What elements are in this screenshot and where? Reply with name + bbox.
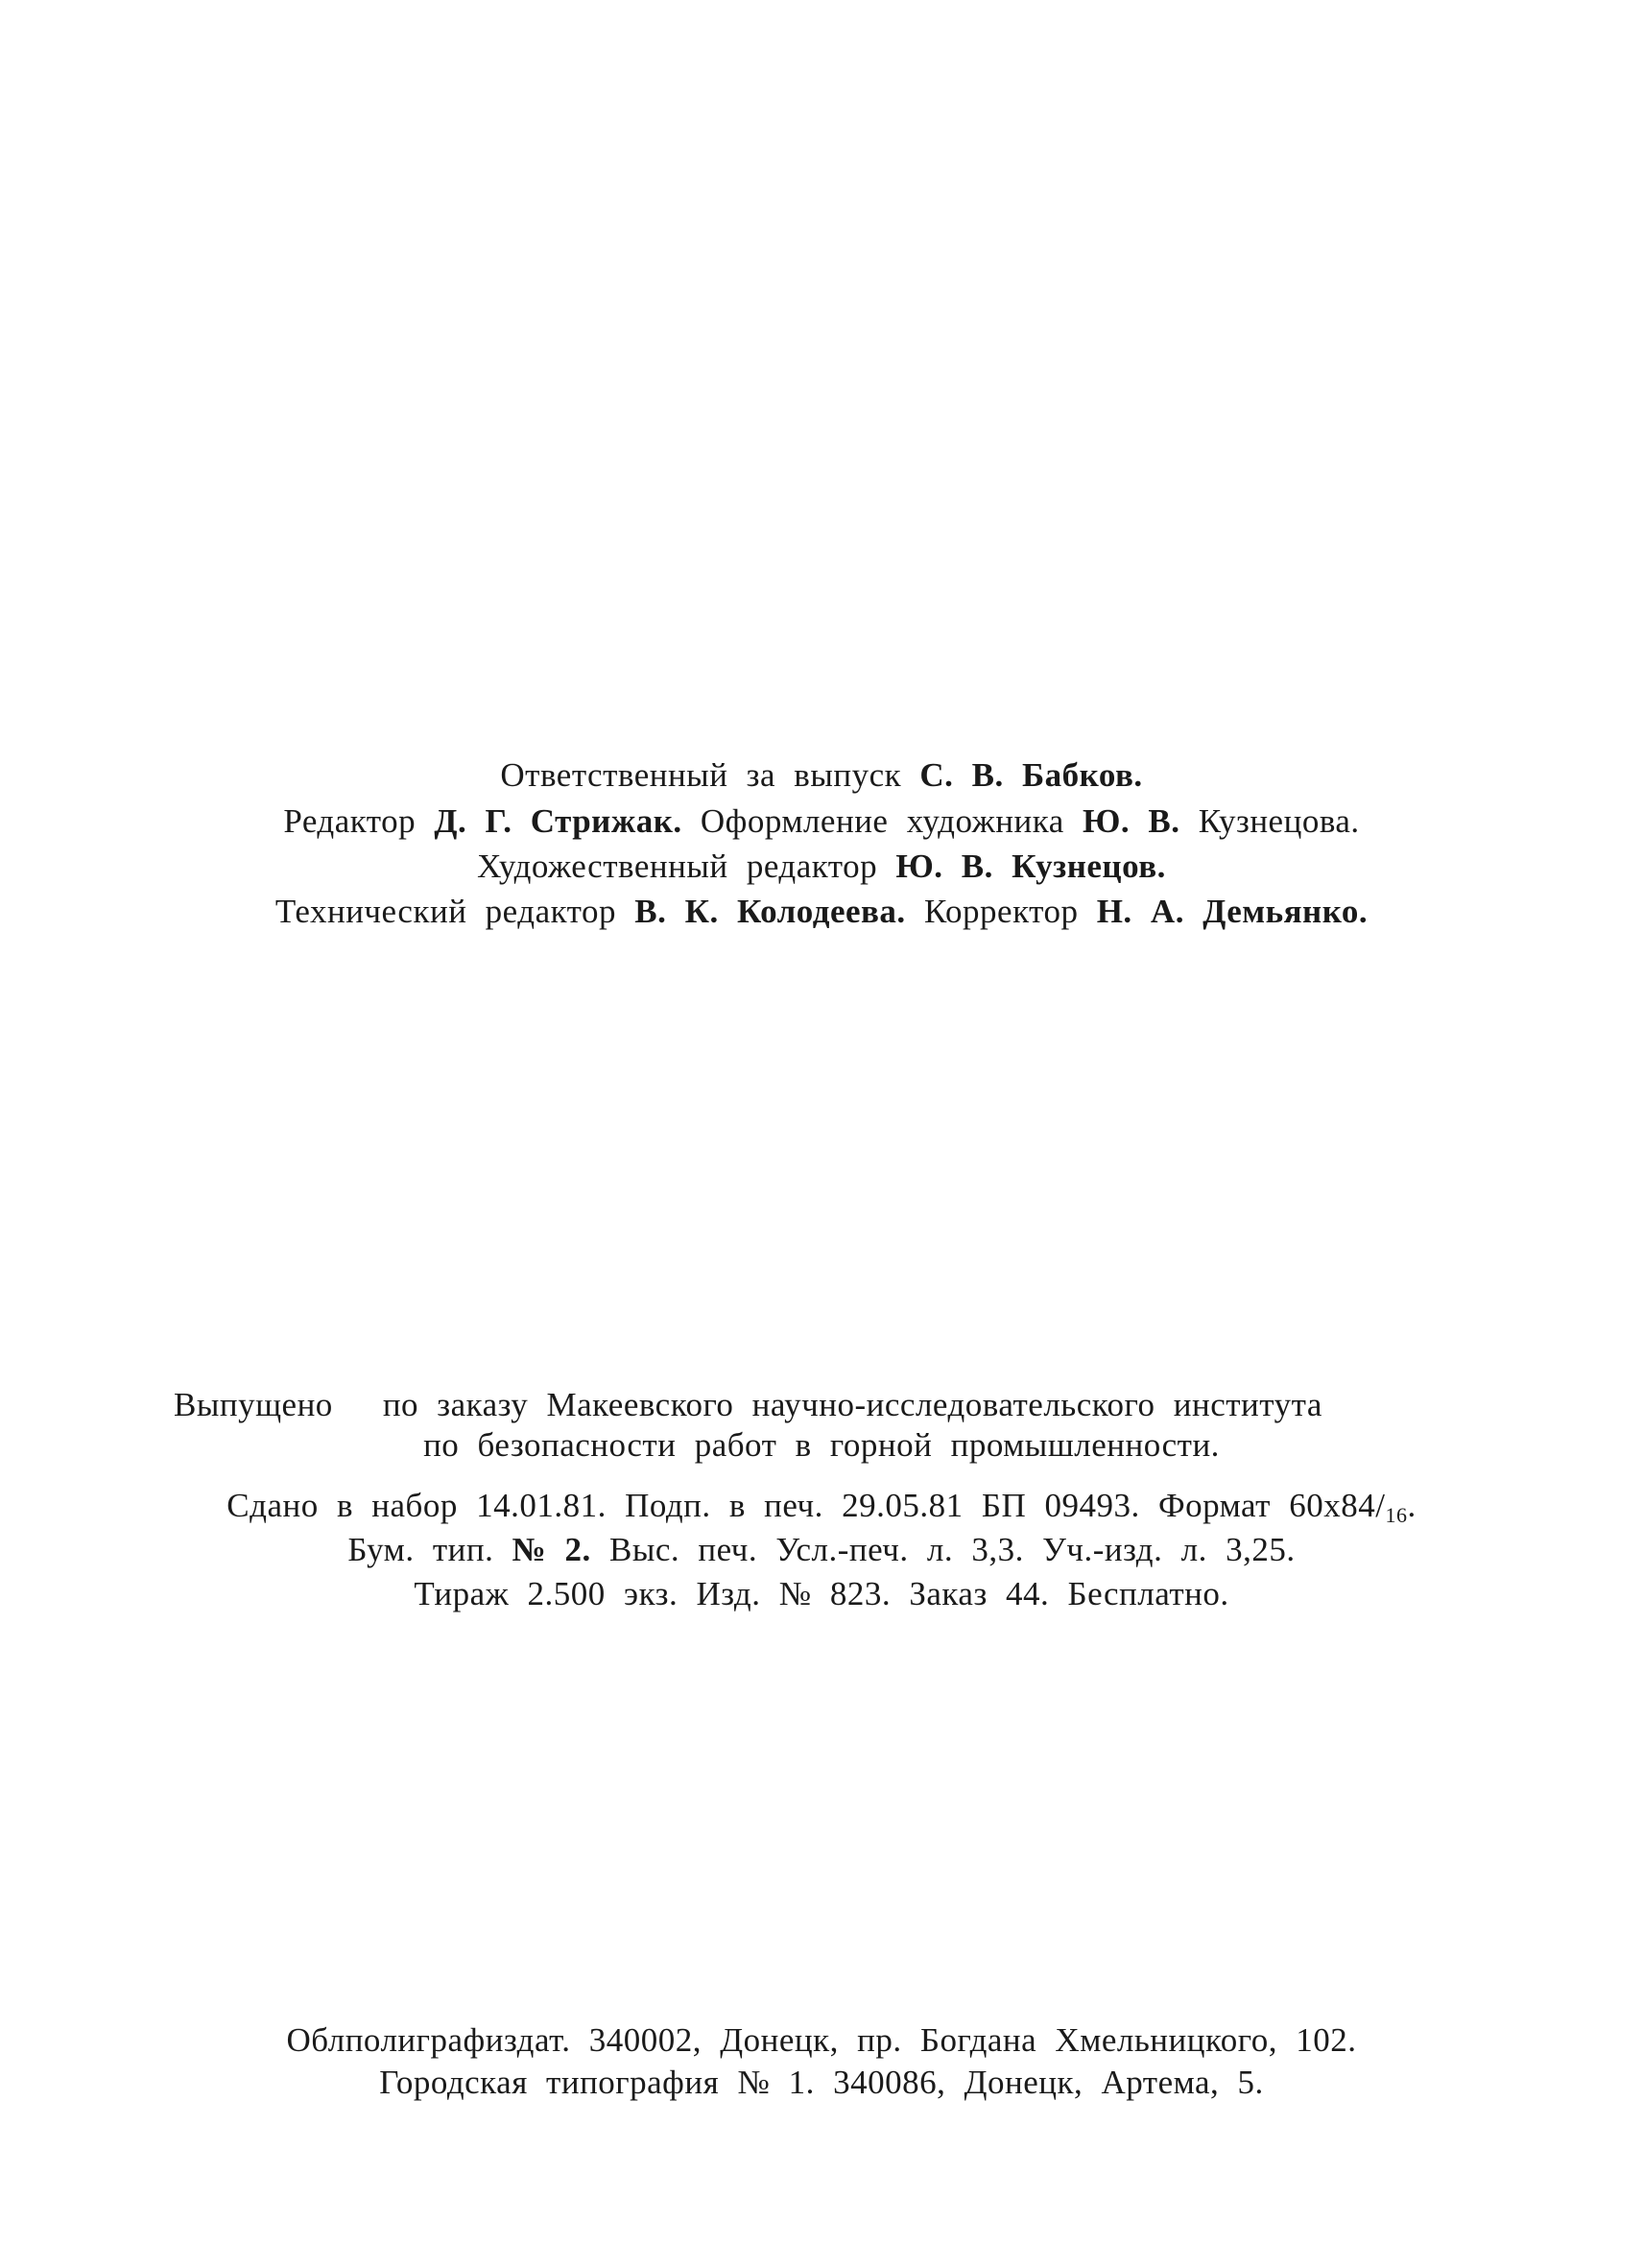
publication-issued-cont (0, 1424, 1643, 1467)
publication-print-text: Сдано в набор 14.01.81. Подп. в печ. 29.05.81 БП 09493. Формат 60x84/ (226, 1487, 1386, 1524)
publication-print-data (0, 1485, 1643, 1527)
credit-editor (0, 800, 1643, 843)
credit-person: В. К. Колодеева. (634, 893, 906, 930)
publication-issued-label: Выпущено (174, 1386, 333, 1423)
credit-person: С. В. Бабков. (919, 756, 1143, 794)
credit-art-editor (0, 846, 1643, 888)
credit-person: Д. Г. Стрижак. (434, 802, 682, 840)
credit-role: Редактор (283, 802, 435, 840)
publication-paper-number: № 2. (512, 1531, 591, 1568)
publication-circulation-text: Тираж 2.500 экз. Изд. № 823. Заказ 44. Бесплатно. (414, 1575, 1229, 1612)
credit-role: Оформление художника (681, 802, 1083, 840)
credit-responsible (0, 754, 1643, 797)
publication-circulation (0, 1573, 1643, 1615)
printer-typography (0, 2062, 1643, 2104)
publication-issued-text: по безопасности работ в горной промышленности. (423, 1426, 1220, 1464)
credit-role: Технический редактор (274, 893, 635, 930)
credit-person: Ю. В. (1083, 802, 1180, 840)
publication-print-text: . (1407, 1487, 1417, 1524)
credit-person: Кузнецова. (1179, 802, 1360, 840)
format-subscript: 16 (1385, 1503, 1408, 1527)
credit-role: Художественный редактор (477, 848, 896, 885)
publication-paper-text: Бум. тип. (347, 1531, 512, 1568)
publication-issued-text: по заказу Макеевского научно-исследовательского института (382, 1386, 1322, 1423)
printer-typography-text: Городская типография № 1. 340086, Донецк, Артема, 5. (379, 2064, 1264, 2101)
printer-publisher (0, 2019, 1643, 2062)
publication-paper-data (0, 1529, 1643, 1571)
publication-issued (174, 1384, 1322, 1426)
credit-role: Ответственный за выпуск (500, 756, 920, 794)
printer-publisher-text: Облполиграфиздат. 340002, Донецк, пр. Богдана Хмельницкого, 102. (286, 2021, 1357, 2059)
credit-person: Н. А. Демьянко. (1096, 893, 1369, 930)
credit-person: Ю. В. Кузнецов. (895, 848, 1166, 885)
publication-paper-text: Выс. печ. Усл.-печ. л. 3,3. Уч.-изд. л. 3,25. (590, 1531, 1296, 1568)
credit-tech-editor (0, 891, 1643, 933)
credit-role: Корректор (905, 893, 1097, 930)
